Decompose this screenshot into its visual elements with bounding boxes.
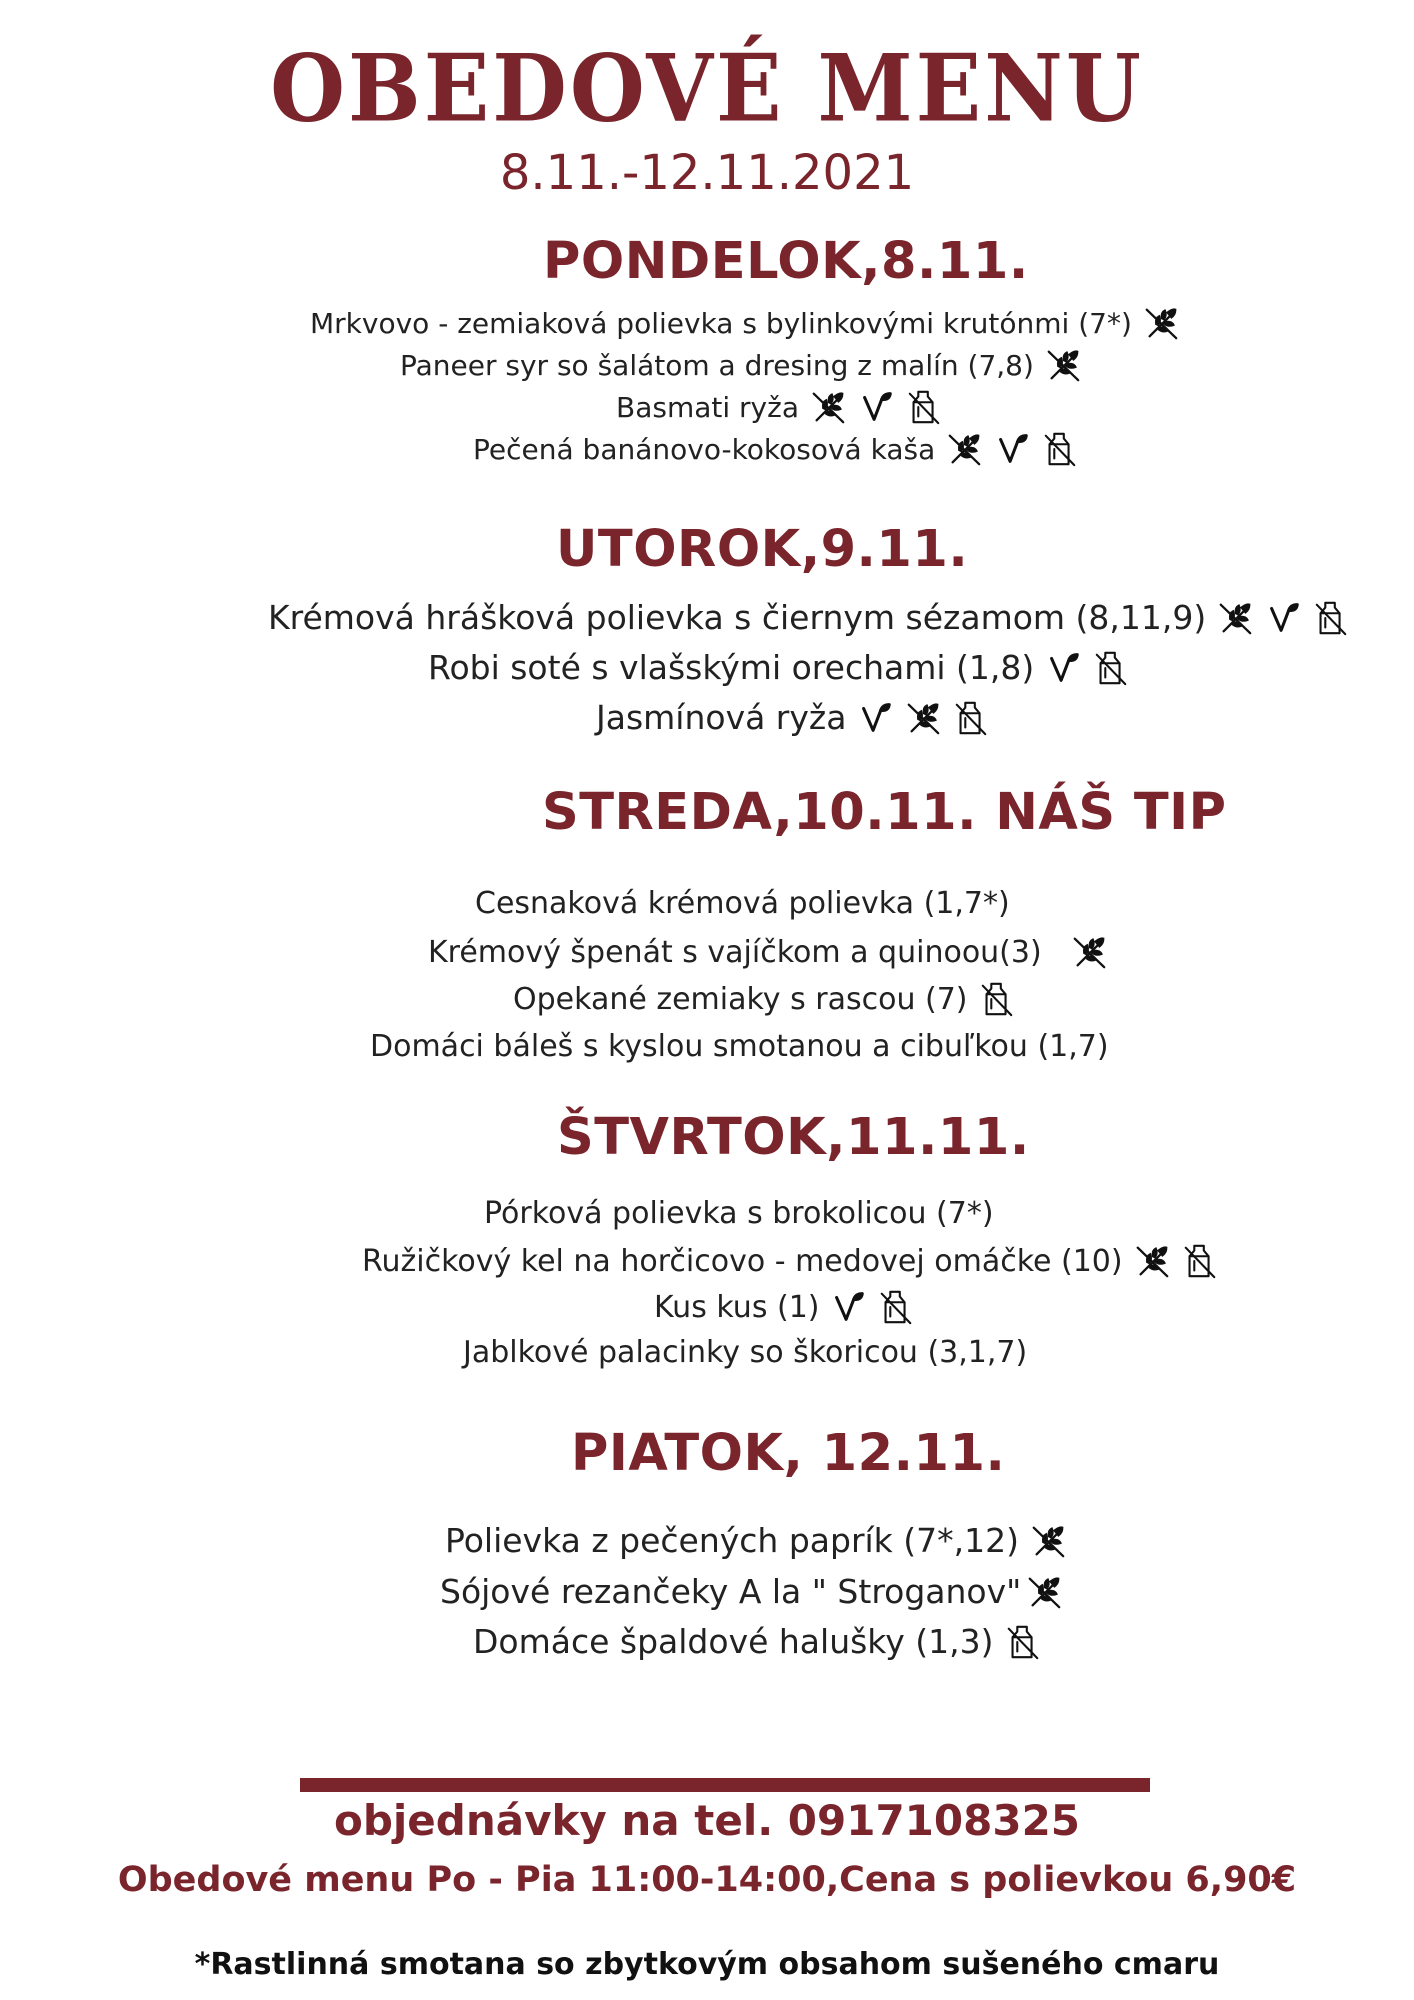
menu-item-text: Jablkové palacinky so škoricou (3,1,7) bbox=[463, 1335, 1028, 1370]
lactose-free-icon bbox=[952, 699, 990, 737]
vegan-icon bbox=[829, 1288, 867, 1326]
menu-item bbox=[654, 1288, 915, 1326]
order-phone: objednávky na tel. 0917108325 bbox=[333, 1796, 1081, 1845]
diet-icons bbox=[1004, 1623, 1042, 1661]
page-title: OBEDOVÉ MENU bbox=[270, 33, 1144, 144]
menu-item bbox=[445, 1521, 1067, 1560]
menu-item bbox=[310, 304, 1180, 342]
menu-item-text: Pečená banánovo-kokosová kaša bbox=[473, 432, 936, 466]
menu-item-text: Domáce špaldové halušky (1,3) bbox=[473, 1622, 994, 1661]
menu-item bbox=[475, 886, 1010, 921]
day-heading-friday: PIATOK, 12.11. bbox=[571, 1424, 1006, 1483]
gluten-free-icon bbox=[1070, 933, 1108, 971]
menu-item bbox=[440, 1572, 1063, 1611]
menu-item-text: Mrkvovo - zemiaková polievka s bylinkovými krutónmi (7*) bbox=[310, 306, 1132, 340]
gluten-free-icon bbox=[1133, 1242, 1171, 1280]
day-heading-thursday: ŠTVRTOK,11.11. bbox=[557, 1108, 1030, 1167]
gluten-free-icon bbox=[1025, 1573, 1063, 1611]
menu-item bbox=[513, 980, 1016, 1018]
lactose-free-icon bbox=[905, 388, 943, 426]
diet-icons bbox=[1025, 1573, 1063, 1611]
footnote: *Rastlinná smotana so zbytkovým obsahom sušeného cmaru bbox=[194, 1947, 1220, 1982]
opening-hours-price: Obedové menu Po - Pia 11:00-14:00,Cena s polievkou 6,90€ bbox=[117, 1860, 1297, 1900]
menu-item bbox=[616, 388, 943, 426]
menu-item-text: Jasmínová ryža bbox=[596, 698, 847, 737]
diet-icons bbox=[809, 388, 943, 426]
lactose-free-icon bbox=[1312, 599, 1350, 637]
menu-item-text: Krémový špenát s vajíčkom a quinoou(3) bbox=[428, 934, 1042, 970]
menu-item-text: Domáci báleš s kyslou smotanou a cibuľkou (1,7) bbox=[370, 1029, 1109, 1064]
menu-item bbox=[370, 1029, 1109, 1064]
diet-icons bbox=[829, 1288, 915, 1326]
menu-item-text: Sójové rezančeky A la " Stroganov" bbox=[440, 1572, 1022, 1611]
divider bbox=[300, 1778, 1150, 1792]
diet-icons bbox=[1133, 1242, 1219, 1280]
day-heading-wednesday: STREDA,10.11. NÁŠ TIP bbox=[542, 783, 1227, 842]
menu-item bbox=[596, 698, 990, 737]
menu-item bbox=[428, 648, 1130, 687]
lactose-free-icon bbox=[978, 980, 1016, 1018]
lactose-free-icon bbox=[1092, 649, 1130, 687]
menu-item bbox=[400, 346, 1082, 384]
menu-item-text: Robi soté s vlašskými orechami (1,8) bbox=[428, 648, 1035, 687]
gluten-free-icon bbox=[809, 388, 847, 426]
lactose-free-icon bbox=[877, 1288, 915, 1326]
menu-item bbox=[473, 1622, 1042, 1661]
diet-icons bbox=[1044, 346, 1082, 384]
gluten-free-icon bbox=[904, 699, 942, 737]
vegan-icon bbox=[1264, 599, 1302, 637]
menu-item-text: Krémová hrášková polievka s čiernym sézamom (8,11,9) bbox=[268, 598, 1207, 637]
diet-icons bbox=[1142, 304, 1180, 342]
date-range: 8.11.-12.11.2021 bbox=[499, 145, 915, 201]
gluten-free-icon bbox=[1142, 304, 1180, 342]
day-heading-monday: PONDELOK,8.11. bbox=[543, 232, 1029, 291]
diet-icons bbox=[945, 430, 1079, 468]
gluten-free-icon bbox=[945, 430, 983, 468]
menu-item bbox=[473, 430, 1079, 468]
menu-item bbox=[463, 1335, 1027, 1370]
menu-item bbox=[362, 1242, 1219, 1280]
vegan-icon bbox=[857, 388, 895, 426]
menu-item-text: Cesnaková krémová polievka (1,7*) bbox=[475, 886, 1010, 921]
diet-icons bbox=[1044, 649, 1130, 687]
menu-item bbox=[428, 933, 1108, 971]
vegan-icon bbox=[856, 699, 894, 737]
menu-item-text: Basmati ryža bbox=[616, 390, 799, 424]
menu-item-text: Paneer syr so šalátom a dresing z malín (7,8) bbox=[400, 348, 1034, 382]
diet-icons bbox=[978, 980, 1016, 1018]
vegan-icon bbox=[1044, 649, 1082, 687]
diet-icons bbox=[1070, 933, 1108, 971]
gluten-free-icon bbox=[1216, 599, 1254, 637]
menu-item bbox=[268, 598, 1350, 637]
menu-item-text: Polievka z pečených paprík (7*,12) bbox=[445, 1521, 1020, 1560]
lactose-free-icon bbox=[1041, 430, 1079, 468]
menu-item bbox=[484, 1196, 994, 1231]
diet-icons bbox=[856, 699, 990, 737]
lactose-free-icon bbox=[1004, 1623, 1042, 1661]
menu-item-text: Pórková polievka s brokolicou (7*) bbox=[484, 1196, 994, 1231]
menu-item-text: Opekané zemiaky s rascou (7) bbox=[513, 981, 968, 1017]
menu-item-text: Ružičkový kel na horčicovo - medovej omáčke (10) bbox=[362, 1243, 1123, 1279]
diet-icons bbox=[1029, 1522, 1067, 1560]
vegan-icon bbox=[993, 430, 1031, 468]
day-heading-tuesday: UTOROK,9.11. bbox=[556, 520, 969, 579]
gluten-free-icon bbox=[1044, 346, 1082, 384]
lactose-free-icon bbox=[1181, 1242, 1219, 1280]
diet-icons bbox=[1216, 599, 1350, 637]
menu-item-text: Kus kus (1) bbox=[654, 1289, 820, 1325]
gluten-free-icon bbox=[1029, 1522, 1067, 1560]
